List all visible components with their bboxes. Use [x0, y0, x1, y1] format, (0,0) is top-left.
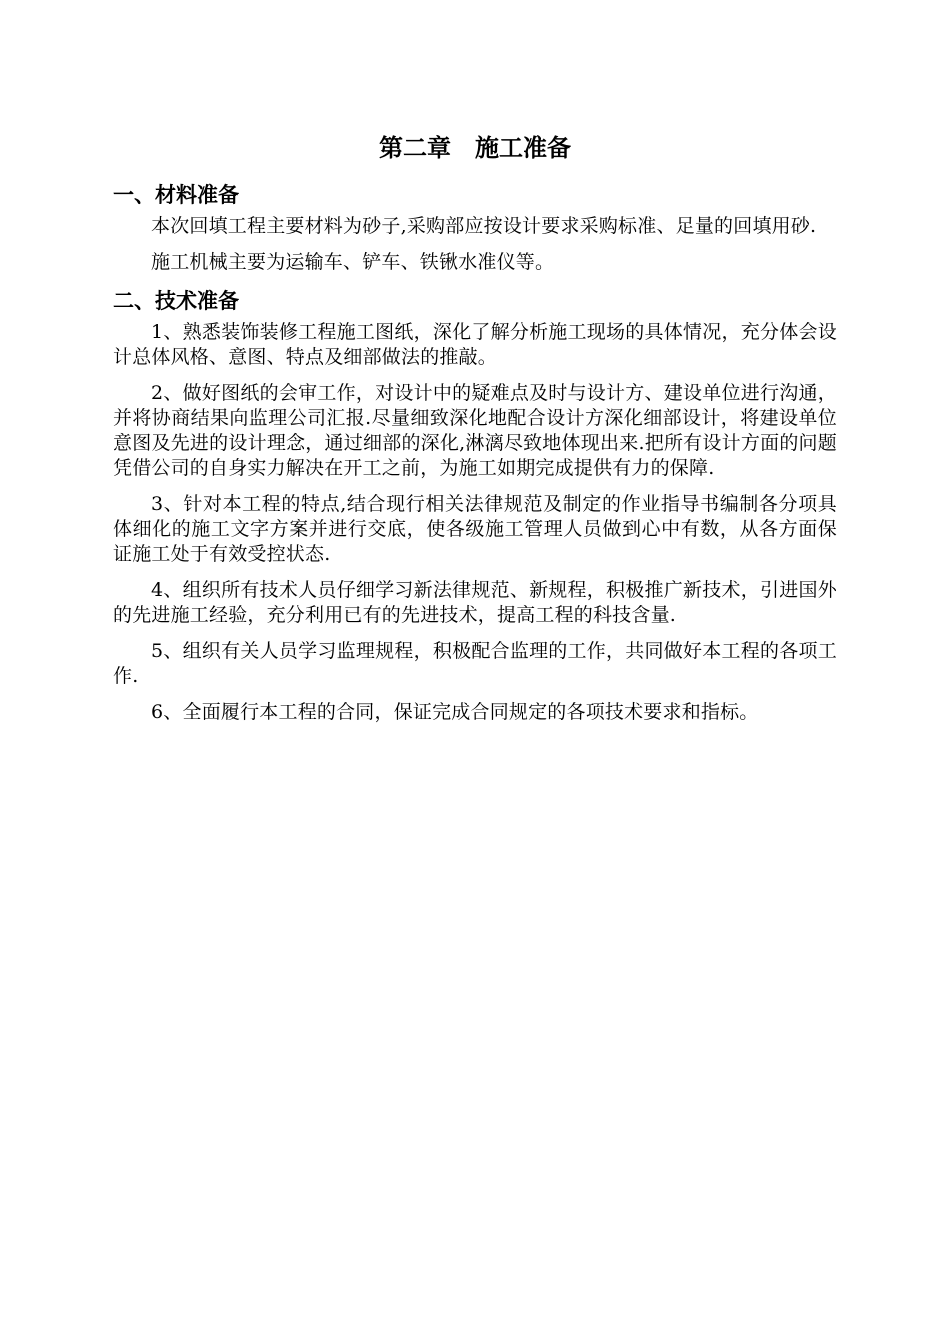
- paragraph: 本次回填工程主要材料为砂子,采购部应按设计要求采购标准、足量的回填用砂.: [151, 215, 817, 237]
- section-technical: [113, 286, 837, 725]
- paragraph: 4、组织所有技术人员仔细学习新法律规范、新规程，积极推广新技术，引进国外的先进施工经验，充分利用已有的先进技术，提高工程的科技含量.: [113, 579, 837, 626]
- chapter-title: 第二章 施工准备: [379, 134, 571, 162]
- section-heading-technical: 二、技术准备: [113, 289, 239, 313]
- paragraph: 6、全面履行本工程的合同，保证完成合同规定的各项技术要求和指标。: [151, 701, 759, 723]
- paragraph: 施工机械主要为运输车、铲车、铁锹水准仪等。: [151, 251, 555, 273]
- paragraph: 3、针对本工程的特点,结合现行相关法律规范及制定的作业指导书编制各分项具体细化的施工文字方案并进行交底，使各级施工管理人员做到心中有数，从各方面保证施工处于有效受控状态.: [113, 493, 837, 565]
- paragraph: 5、组织有关人员学习监理规程，积极配合监理的工作，共同做好本工程的各项工作.: [113, 640, 837, 687]
- section-heading-materials: 一、材料准备: [113, 183, 239, 207]
- paragraph: 2、做好图纸的会审工作，对设计中的疑难点及时与设计方、建设单位进行沟通，并将协商结果向监理公司汇报.尽量细致深化地配合设计方深化细部设计，将建设单位意图及先进的设计理念，通过细部的深化,淋漓尽致地体现出来.把所有设计方面的问题凭借公司的自身实力解决在开工之前，为施工如期完成提供有力的保障.: [113, 382, 837, 479]
- section-materials: [113, 180, 837, 275]
- paragraph: 1、熟悉装饰装修工程施工图纸，深化了解分析施工现场的具体情况，充分体会设计总体风格、意图、特点及细部做法的推敲。: [113, 321, 837, 368]
- document-page: [113, 130, 837, 736]
